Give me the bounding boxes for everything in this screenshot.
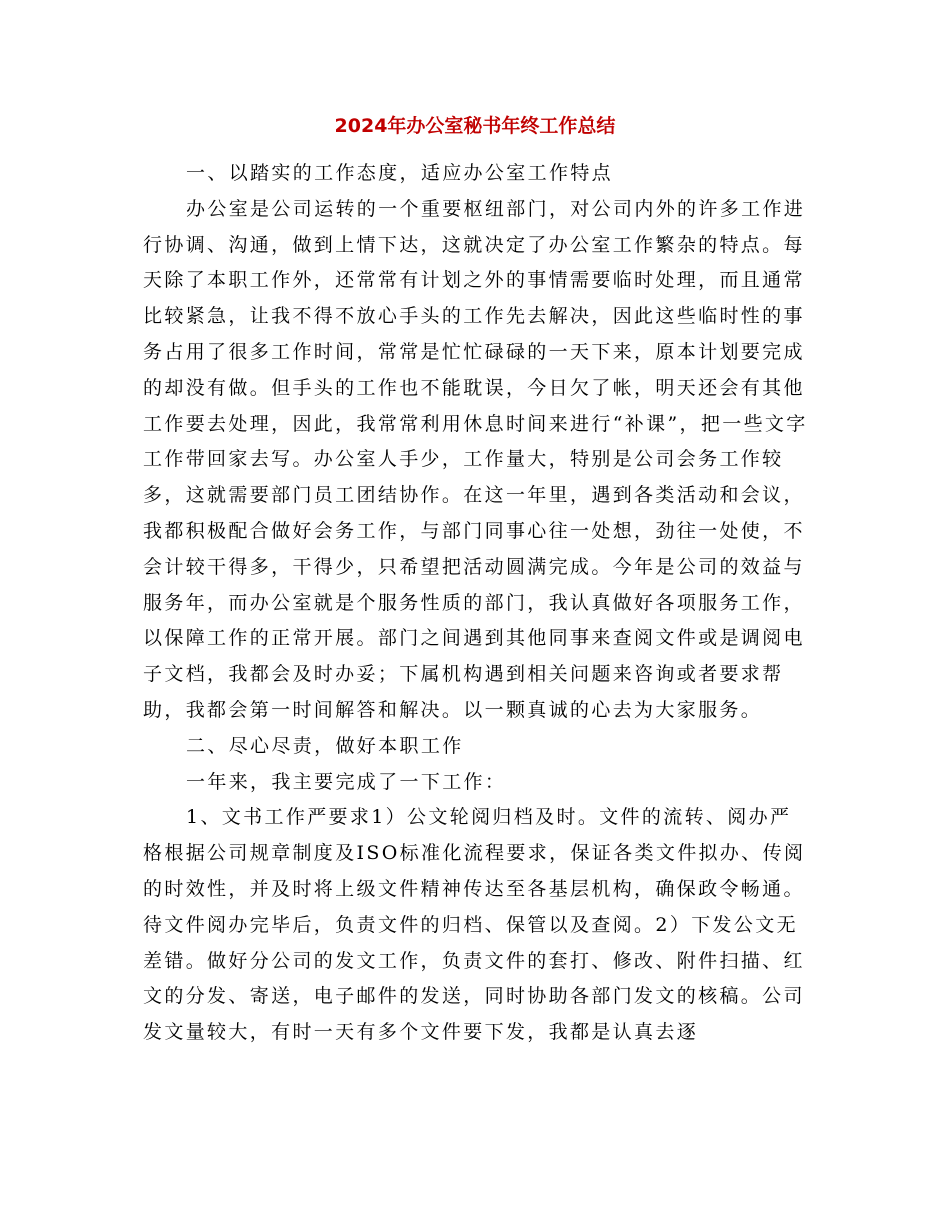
section-heading-1: 一、以踏实的工作态度，适应办公室工作特点	[186, 162, 614, 184]
document-title: 2024年办公室秘书年终工作总结	[334, 115, 616, 137]
section-heading-2: 二、尽心尽责，做好本职工作	[186, 734, 464, 757]
paragraph-document-work: 1、文书工作严要求1）公文轮阅归档及时。文件的流转、阅办严格根据公司规章制度及ISO标准化流程要求，保证各类文件拟办、传阅的时效性，并及时将上级文件精神传达至各基层机构，确保政令畅通。待文件阅办完毕后，负责文件的归档、保管以及查阅。2）下发公文无差错。做好分公司的发文工作，负责文件的套打、修改、附件扫描、红文的分发、寄送，电子邮件的发送，同时协助各部门发文的核稿。公司发文量较大，有时一天有多个文件要下发，我都是认真去逐	[143, 806, 806, 1044]
paragraph-work-intro: 一年来，我主要完成了一下工作：	[186, 770, 507, 793]
document-body	[143, 156, 811, 1051]
paragraph-office-characteristics: 办公室是公司运转的一个重要枢纽部门，对公司内外的许多工作进行协调、沟通，做到上情下达，这就决定了办公室工作繁杂的特点。每天除了本职工作外，还常常有计划之外的事情需要临时处理，而且通常比较紧急，让我不得不放心手头的工作先去解决，因此这些临时性的事务占用了很多工作时间，常常是忙忙碌碌的一天下来，原本计划要完成的却没有做。但手头的工作也不能耽误，今日欠了帐，明天还会有其他工作要去处理，因此，我常常利用休息时间来进行“补课”，把一些文字工作带回家去写。办公室人手少，工作量大，特别是公司会务工作较多，这就需要部门员工团结协作。在这一年里，遇到各类活动和会议，我都积极配合做好会务工作，与部门同事心往一处想，劲往一处使，不会计较干得多，干得少，只希望把活动圆满完成。今年是公司的效益与服务年，而办公室就是个服务性质的部门，我认真做好各项服务工作，以保障工作的正常开展。部门之间遇到其他同事来查阅文件或是调阅电子文档，我都会及时办妥；下属机构遇到相关问题来咨询或者要求帮助，我都会第一时间解答和解决。以一颗真诚的心去为大家服务。	[143, 197, 808, 721]
